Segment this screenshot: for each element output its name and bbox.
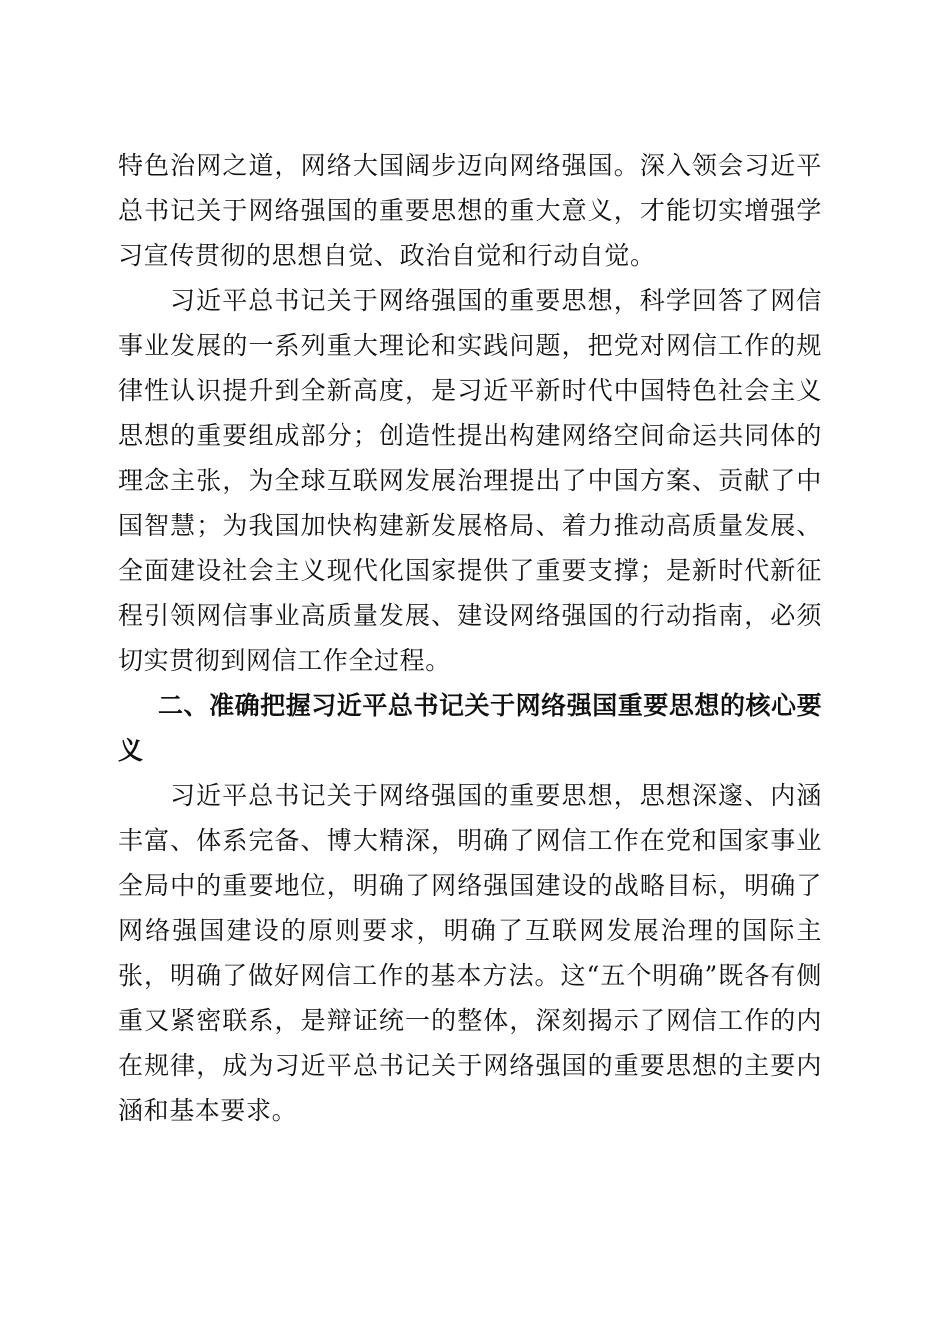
paragraph-significance: 习近平总书记关于网络强国的重要思想，科学回答了网信事业发展的一系列重大理论和实践问题，把党对网信工作的规律性认识提升到全新高度，是习近平新时代中国特色社会主义思想的重要组成部分；创造性提出构建网络空间命运共同体的理念主张，为全球互联网发展治理提出了中国方案、贡献了中国智慧；为我国加快构建新发展格局、着力推动高质量发展、全面建设社会主义现代化国家提供了重要支撑；是新时代新征程引领网信事业高质量发展、建设网络强国的行动指南，必须切实贯彻到网信工作全过程。	[118, 286, 822, 675]
paragraph-core-essence: 习近平总书记关于网络强国的重要思想，思想深邃、内涵丰富、体系完备、博大精深，明确了网信工作在党和国家事业全局中的重要地位，明确了网络强国建设的战略目标，明确了网络强国建设的原则要求，明确了互联网发展治理的国际主张，明确了做好网信工作的基本方法。这“五个明确”既各有侧重又紧密联系，是辩证统一的整体，深刻揭示了网信工作的内在规律，成为习近平总书记关于网络强国的重要思想的主要内涵和基本要求。	[118, 781, 822, 1125]
section-heading: 二、准确把握习近平总书记关于网络强国重要思想的核心要义	[118, 691, 822, 765]
document-body	[118, 143, 822, 1133]
paragraph-continuation: 特色治网之道，网络大国阔步迈向网络强国。深入领会习近平总书记关于网络强国的重要思想的重大意义，才能切实增强学习宣传贯彻的思想自觉、政治自觉和行动自觉。	[118, 151, 822, 270]
